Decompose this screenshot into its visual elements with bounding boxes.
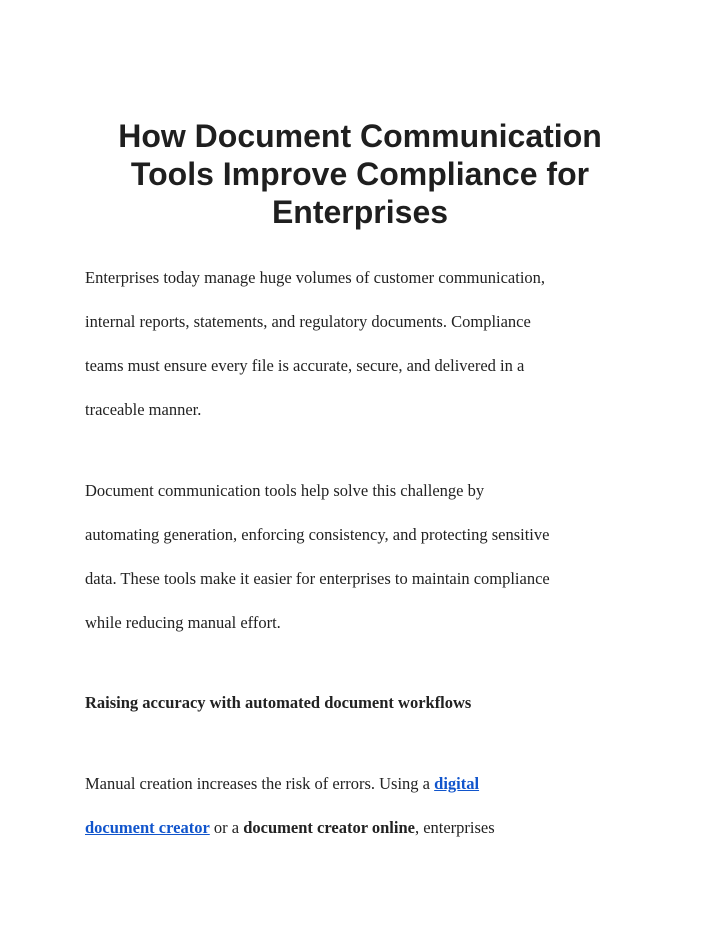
title-line: Enterprises xyxy=(271,194,449,230)
paragraph-text: or a xyxy=(209,818,244,837)
paragraph-line: data. These tools make it easier for enterprises to maintain compliance xyxy=(85,569,550,588)
paragraph-line: Enterprises today manage huge volumes of customer communication, xyxy=(85,268,546,287)
paragraph-line: while reducing manual effort. xyxy=(85,613,281,632)
bold-phrase: document creator online xyxy=(243,818,415,837)
page-title xyxy=(60,117,660,231)
paragraph-text: , enterprises xyxy=(414,818,495,837)
paragraph-line: teams must ensure every file is accurate, secure, and delivered in a xyxy=(85,356,525,375)
title-line: Tools Improve Compliance for xyxy=(130,156,590,192)
paragraph-line: traceable manner. xyxy=(85,400,202,419)
tools-paragraph xyxy=(85,469,655,645)
section-heading: Raising accuracy with automated document workflows xyxy=(85,693,472,712)
paragraph-line: internal reports, statements, and regulatory documents. Compliance xyxy=(85,312,531,331)
accuracy-paragraph xyxy=(85,762,655,850)
digital-document-creator-link[interactable]: document creator xyxy=(85,818,210,837)
paragraph-line: Document communication tools help solve this challenge by xyxy=(85,481,485,500)
paragraph-line xyxy=(85,806,655,850)
paragraph-text: Manual creation increases the risk of errors. Using a xyxy=(85,774,435,793)
title-line: How Document Communication xyxy=(118,118,602,154)
paragraph-line: automating generation, enforcing consistency, and protecting sensitive xyxy=(85,525,550,544)
paragraph-line xyxy=(85,762,655,806)
digital-document-creator-link[interactable]: digital xyxy=(434,774,480,793)
intro-paragraph xyxy=(85,256,655,432)
